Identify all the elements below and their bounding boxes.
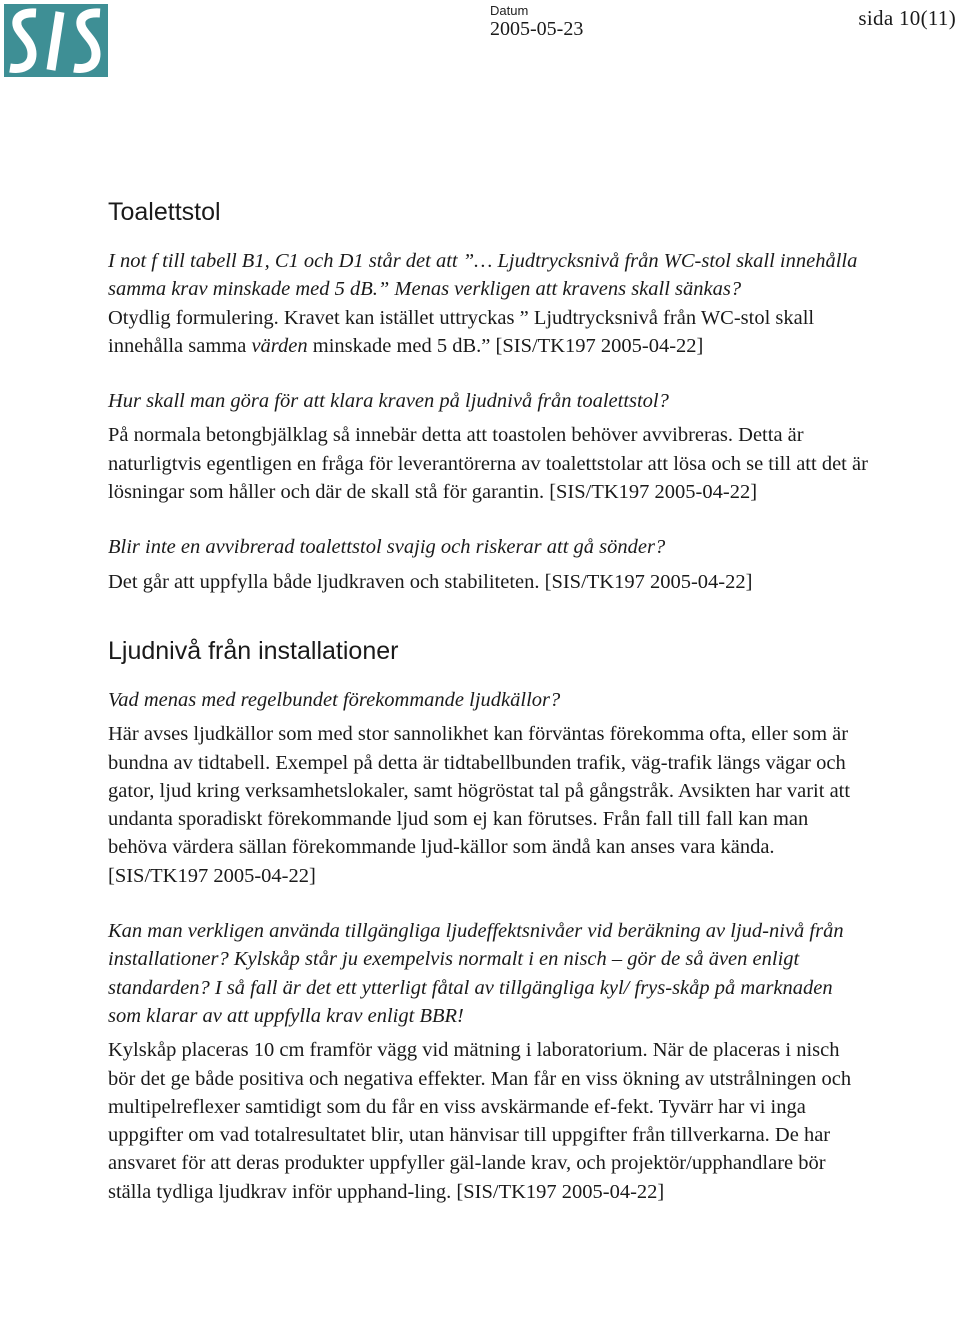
answer-text: På normala betongbjälklag så innebär detta att toastolen behöver avvibreras. Detta är naturligtvis egentligen en fråga för leverantörerna av toalettstolar att lösa och se till att det är lösningar som håller och där de skall stå för garantin. [SIS/TK197 2005-04-22] — [108, 424, 868, 504]
document-body — [108, 195, 868, 1206]
answer-text-part: Otydlig formulering. Kravet kan istället uttryckas ” Ljudtrycksnivå från WC-stol skall innehålla samma — [108, 306, 815, 357]
page-number: sida 10(11) — [858, 6, 956, 30]
question-text: Hur skall man göra för att klara kraven på ljudnivå från toalettstol? — [108, 390, 669, 413]
section-heading-toalettstol: Toalettstol — [108, 198, 221, 226]
date-label: Datum — [490, 3, 529, 18]
answer-text: Det går att uppfylla både ljudkraven och stabiliteten. [SIS/TK197 2005-04-22] — [108, 570, 753, 593]
answer-text — [108, 304, 868, 361]
emphasized-word: värden — [251, 334, 308, 357]
answer-text-part: minskade med 5 dB.” [SIS/TK197 2005-04-22] — [307, 334, 704, 357]
answer-text: Kylskåp placeras 10 cm framför vägg vid mätning i laboratorium. När de placeras i nisch bör det ge både positiva och negativa effekter. Man får en viss ökning av utstrålningen och multipelreflexer samtidigt som du får en viss avskärmande ef-fekt. Tyvärr har vi inga uppgifter om vad totalresultatet blir, utan hänvisar till uppgifter från tillverkarna. De har ansvaret för att deras produkter uppfyller gäl-lande krav, och projektör/upphandlare bör ställa tydliga ljudkrav inför upphand-ling. [SIS/TK197 2005-04-22] — [108, 1039, 852, 1203]
section-heading-installationer: Ljudnivå från installationer — [108, 636, 399, 665]
question-text: Vad menas med regelbundet förekommande ljudkällor? — [108, 688, 561, 711]
question-text: Blir inte en avvibrerad toalettstol svajig och riskerar att gå sönder? — [108, 536, 666, 559]
date-value: 2005-05-23 — [490, 18, 584, 40]
question-text: Kan man verkligen använda tillgängliga ljudeffektsnivåer vid beräkning av ljud-nivå från installationer? Kylskåp står ju exempelvis normalt i en nisch – gör de så även enligt standarden? I så fall är det ett ytterligt fåtal av tillgängliga kyl/ frys-skåp på marknaden som klarar av att uppfylla krav enligt BBR! — [108, 920, 844, 1027]
answer-text: Här avses ljudkällor som med stor sannolikhet kan förväntas förekomma ofta, eller som är bundna av tidtabell. Exempel på detta är tidtabellbunden trafik, väg-trafik längs vägar och gator, ljud kring verksamhetslokaler, samt högröstat tal på gångstråk. Avsikten har varit att undanta sporadiskt förekommande ljud som ej kan förutses. Från fall till fall kan man behöva värdera sällan förekommande ljud-källor som ändå kan anses vara kända. [SIS/TK197 2005-04-22] — [108, 723, 851, 887]
sis-logo-icon — [4, 4, 108, 77]
question-text: I not f till tabell B1, C1 och D1 står det att ”… Ljudtrycksnivå från WC-stol skall innehålla samma krav minskade med 5 dB.” Menas verkligen att kravens skall sänkas? — [108, 250, 858, 301]
